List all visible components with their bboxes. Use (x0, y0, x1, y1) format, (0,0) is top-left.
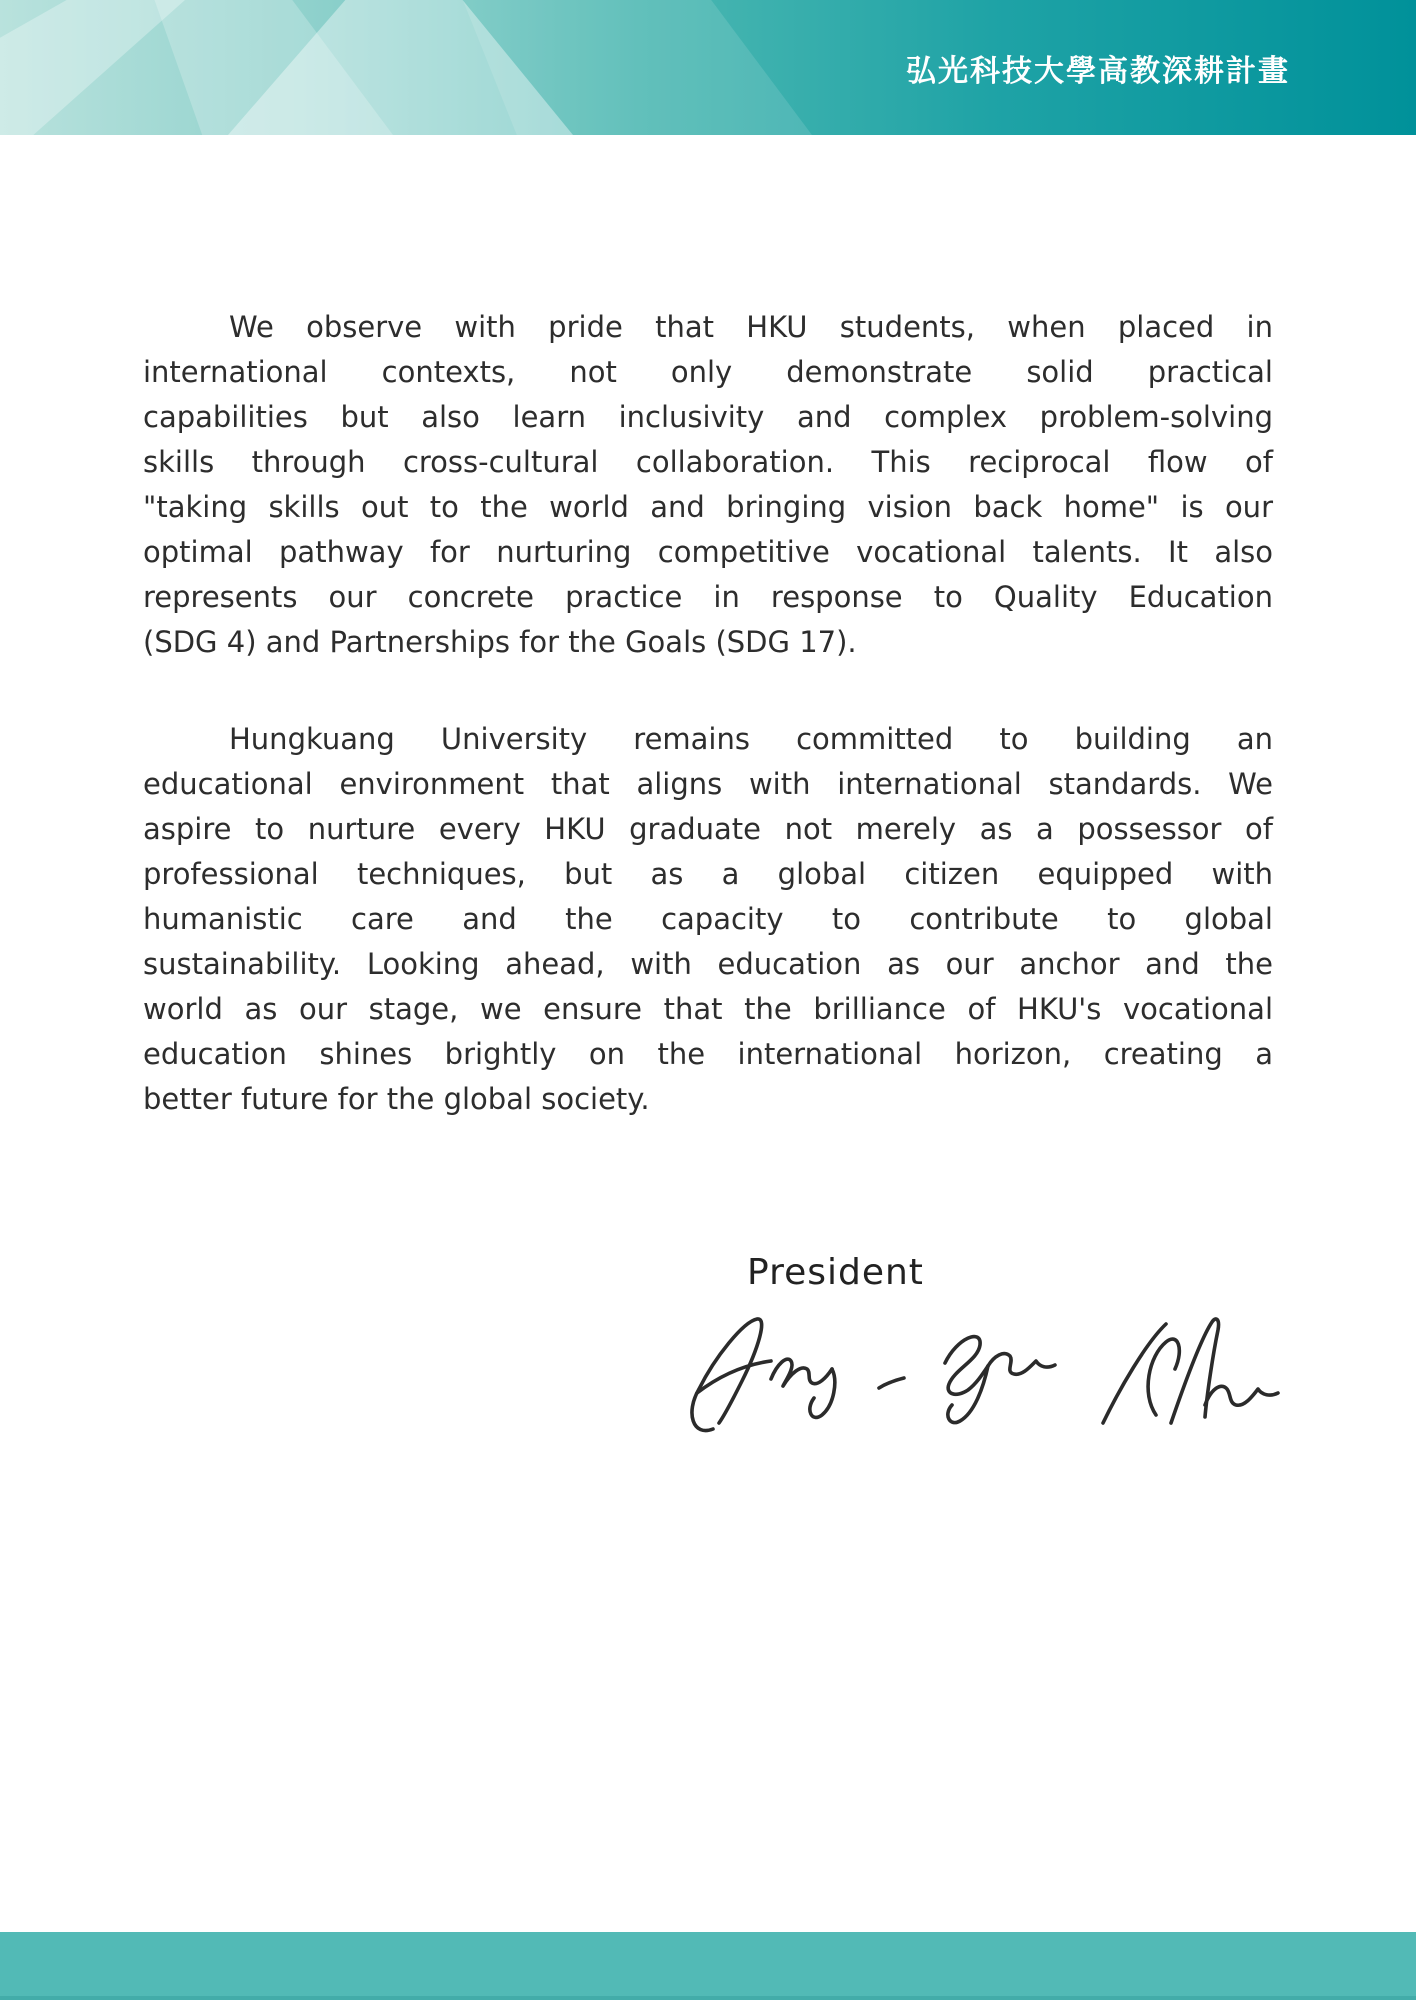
letter-line: skills through cross-cultural collaboration. This reciprocal flow of (143, 445, 1273, 479)
letter-line: humanistic care and the capacity to contribute to global (143, 902, 1273, 936)
paragraph (143, 717, 1273, 1122)
letter-paragraphs (143, 135, 1273, 1122)
letter-line: aspire to nurture every HKU graduate not merely as a possessor of (143, 812, 1273, 846)
footer-banner (0, 1932, 1416, 2000)
letter-line: "taking skills out to the world and bringing vision back home" is our (143, 490, 1273, 524)
letter-line: professional techniques, but as a global citizen equipped with (143, 857, 1273, 891)
letter-line: sustainability. Looking ahead, with education as our anchor and the (143, 947, 1273, 981)
header-triangle-decoration (0, 0, 185, 135)
program-title: 弘光科技大學高教深耕計畫 (906, 53, 1290, 89)
letter-line: Hungkuang University remains committed to building an (229, 722, 1273, 756)
paragraph (143, 305, 1273, 665)
signoff-block (143, 1252, 1273, 1440)
letter-line: education shines brightly on the international horizon, creating a (143, 1037, 1273, 1071)
letter-line: international contexts, not only demonstrate solid practical (143, 355, 1273, 389)
letter-line: represents our concrete practice in response to Quality Education (143, 580, 1273, 614)
header-banner (0, 0, 1416, 135)
letter-line: educational environment that aligns with international standards. We (143, 767, 1273, 801)
letter-line: We observe with pride that HKU students, when placed in (229, 310, 1273, 344)
letter-line: capabilities but also learn inclusivity and complex problem-solving (143, 400, 1273, 434)
letter-line: world as our stage, we ensure that the brilliance of HKU's vocational (143, 992, 1273, 1026)
president-signature (683, 1305, 1283, 1440)
letter-line: better future for the global society. (143, 1082, 650, 1116)
president-label: President (747, 1252, 924, 1293)
letter-line: (SDG 4) and Partnerships for the Goals (SDG 17). (143, 625, 857, 659)
letter-line: optimal pathway for nurturing competitive vocational talents. It also (143, 535, 1273, 569)
letter-body (143, 135, 1273, 1440)
